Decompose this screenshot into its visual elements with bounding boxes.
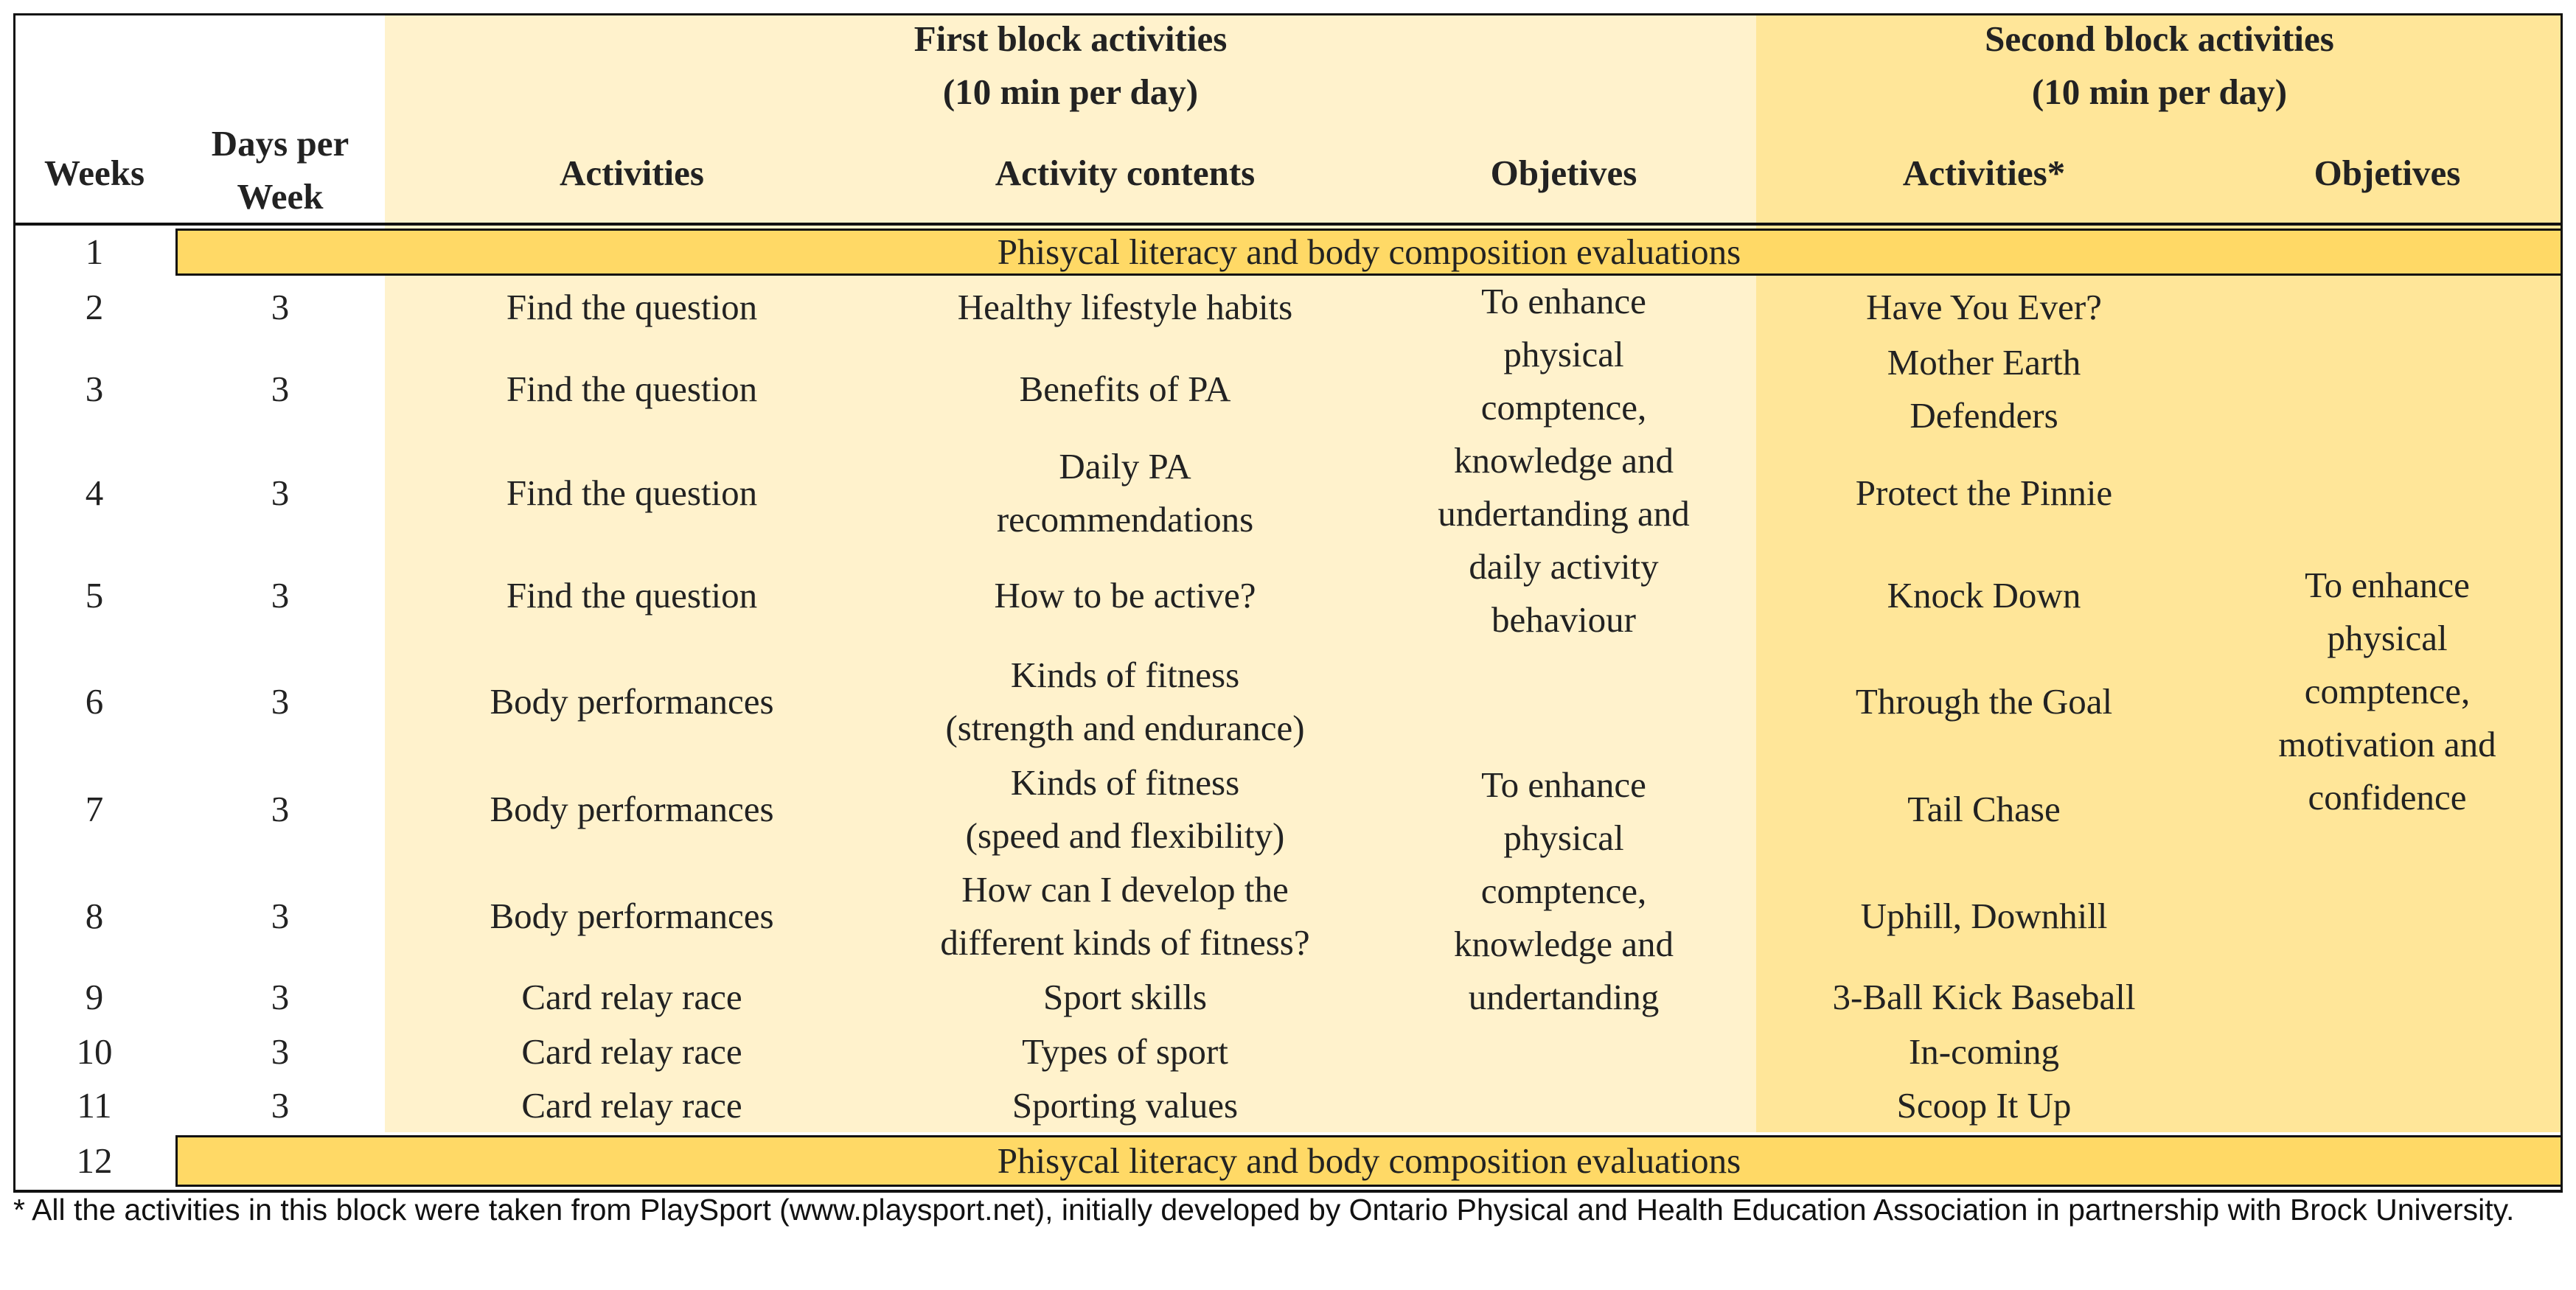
second-block-activity: Knock Down	[1887, 575, 2081, 616]
first-block-activity: Body performances	[490, 896, 774, 936]
first-block-activity: Card relay race	[521, 1085, 742, 1126]
second-block-activity: 3-Ball Kick Baseball	[1832, 977, 2136, 1017]
days-per-week-value: 3	[271, 287, 290, 327]
header-second-block-title: Second block activities (10 min per day)	[1985, 18, 2334, 112]
first-block-activity: Card relay race	[521, 977, 742, 1017]
week-number: 11	[77, 1085, 112, 1126]
evaluation-label-week-1: Phisycal literacy and body composition evaluations	[997, 231, 1741, 272]
activity-content: Types of sport	[1022, 1031, 1228, 1072]
week-number: 9	[85, 977, 104, 1017]
days-per-week-value: 3	[271, 977, 290, 1017]
objectives-second-block: To enhance physical comptence, motivation and confidence	[2278, 565, 2496, 817]
evaluation-label-week-12: Phisycal literacy and body composition evaluations	[997, 1140, 1741, 1181]
header-objetives: Objetives	[1490, 153, 1637, 193]
header-activity-contents: Activity contents	[995, 153, 1256, 193]
rule-right	[2561, 13, 2563, 1193]
days-per-week-value: 3	[271, 896, 290, 936]
first-block-activity: Card relay race	[521, 1031, 742, 1072]
week-number: 1	[85, 231, 104, 272]
week-number: 10	[76, 1031, 113, 1072]
header-days-per-week: Days per Week	[211, 123, 349, 217]
second-block-activity: Tail Chase	[1907, 789, 2061, 829]
second-block-activity: Protect the Pinnie	[1855, 473, 2113, 513]
week-number: 5	[85, 575, 104, 616]
week-number: 7	[85, 789, 104, 829]
objectives-first-block-weeks-7-11: To enhance physical comptence, knowledge and undertanding	[1454, 764, 1674, 1017]
activity-content: Healthy lifestyle habits	[957, 287, 1293, 327]
days-per-week-value: 3	[271, 681, 290, 722]
second-block-activity: Through the Goal	[1855, 681, 2113, 722]
week-number: 6	[85, 681, 104, 722]
table-footnote: * All the activities in this block were taken from PlaySport (www.playsport.net), initially developed by Ontario Physical and Health Education Association in partnership with Brock University.	[13, 1193, 2515, 1227]
second-block-activity: Mother Earth Defenders	[1887, 342, 2081, 436]
header-second-activities: Activities*	[1902, 153, 2066, 193]
rule-under-header	[13, 223, 2563, 226]
rule-top	[13, 13, 2563, 15]
header-second-objetives: Objetives	[2314, 153, 2461, 193]
days-per-week-value: 3	[271, 575, 290, 616]
second-block-activity: Have You Ever?	[1866, 287, 2102, 327]
activity-content: Benefits of PA	[1019, 369, 1231, 409]
first-block-activity: Find the question	[506, 369, 758, 409]
activity-content: Kinds of fitness (strength and endurance)	[945, 655, 1305, 748]
activity-content: Daily PA recommendations	[996, 446, 1254, 540]
objectives-first-block-weeks-2-6: To enhance physical comptence, knowledge and undertanding and daily activity behaviour	[1438, 281, 1690, 640]
days-per-week-value: 3	[271, 473, 290, 513]
days-per-week-value: 3	[271, 369, 290, 409]
activity-content: Sporting values	[1012, 1085, 1239, 1126]
activity-content: How to be active?	[994, 575, 1256, 616]
first-block-activity: Find the question	[506, 575, 758, 616]
first-block-activity: Body performances	[490, 789, 774, 829]
week-number: 4	[85, 473, 104, 513]
week-number: 3	[85, 369, 104, 409]
header-weeks: Weeks	[43, 153, 145, 193]
week-number: 12	[76, 1140, 113, 1181]
days-per-week-value: 3	[271, 1085, 290, 1126]
activity-content: Sport skills	[1043, 977, 1207, 1017]
first-block-activity: Body performances	[490, 681, 774, 722]
days-per-week-value: 3	[271, 1031, 290, 1072]
activity-content: Kinds of fitness (speed and flexibility)	[965, 762, 1285, 856]
second-block-activity: In-coming	[1908, 1031, 2060, 1072]
header-activities: Activities	[560, 153, 704, 193]
second-block-activity: Uphill, Downhill	[1860, 896, 2108, 936]
header-first-block-title: First block activities (10 min per day)	[913, 18, 1228, 112]
first-block-activity: Find the question	[506, 287, 758, 327]
first-block-activity: Find the question	[506, 473, 758, 513]
week-number: 8	[85, 896, 104, 936]
second-block-activity: Scoop It Up	[1896, 1085, 2072, 1126]
days-per-week-value: 3	[271, 789, 290, 829]
rule-left	[13, 13, 15, 1193]
activity-content: How can I develop the different kinds of fitness?	[940, 869, 1310, 963]
week-number: 2	[85, 287, 104, 327]
